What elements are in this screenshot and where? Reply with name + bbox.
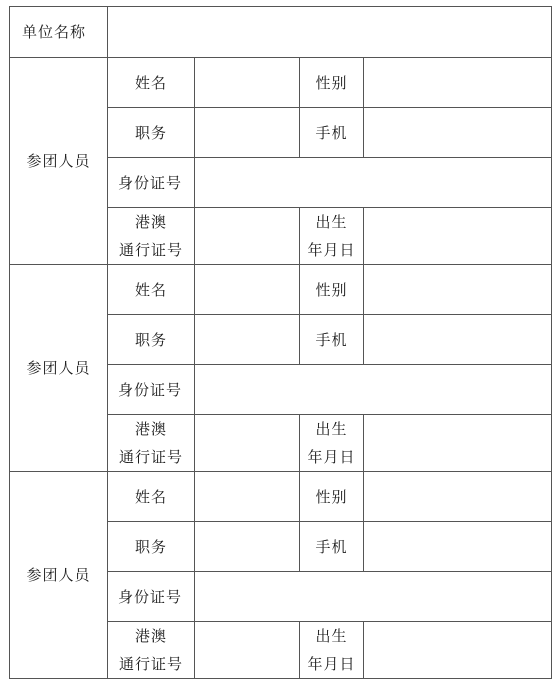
member-1-permit-label-line1: 港澳 <box>134 213 167 231</box>
member-3-gender-label: 性别 <box>300 472 364 522</box>
member-3-idcard-label: 身份证号 <box>108 572 195 622</box>
member-3-permit-field[interactable] <box>195 622 300 679</box>
member-1-name-field[interactable] <box>195 58 300 108</box>
member-2-permit-field[interactable] <box>195 415 300 472</box>
member-3-position-label: 职务 <box>108 522 195 572</box>
member-1-permit-label-line2: 通行证号 <box>118 241 183 259</box>
member-2-name-row <box>10 265 552 315</box>
member-3-phone-field[interactable] <box>364 522 552 572</box>
member-3-permit-label-line1: 港澳 <box>134 627 167 645</box>
member-2-gender-field[interactable] <box>364 265 552 315</box>
member-3-idcard-field[interactable] <box>195 572 552 622</box>
member-3-name-field[interactable] <box>195 472 300 522</box>
member-1-section-label: 参团人员 <box>10 58 108 265</box>
unit-name-row <box>10 7 552 58</box>
member-2-birth-label-line2: 年月日 <box>307 448 356 466</box>
member-3-birth-label-line2: 年月日 <box>307 655 356 673</box>
member-3-birth-label <box>300 622 364 679</box>
member-2-idcard-label: 身份证号 <box>108 365 195 415</box>
member-3-position-field[interactable] <box>195 522 300 572</box>
member-1-gender-label: 性别 <box>300 58 364 108</box>
member-1-name-label: 姓名 <box>108 58 195 108</box>
member-2-position-field[interactable] <box>195 315 300 365</box>
member-1-idcard-label: 身份证号 <box>108 158 195 208</box>
member-1-birth-label-line2: 年月日 <box>307 241 356 259</box>
member-3-birth-label-line1: 出生 <box>315 627 348 645</box>
member-1-permit-label <box>108 208 195 265</box>
member-2-idcard-field[interactable] <box>195 365 552 415</box>
member-2-gender-label: 性别 <box>300 265 364 315</box>
member-3-permit-label <box>108 622 195 679</box>
member-3-name-label: 姓名 <box>108 472 195 522</box>
member-2-birth-label <box>300 415 364 472</box>
member-2-birth-label-line1: 出生 <box>315 420 348 438</box>
member-2-permit-label <box>108 415 195 472</box>
member-2-permit-label-line2: 通行证号 <box>118 448 183 466</box>
member-1-birth-label-line1: 出生 <box>315 213 348 231</box>
member-3-section-label: 参团人员 <box>10 472 108 679</box>
member-1-position-field[interactable] <box>195 108 300 158</box>
unit-name-label: 单位名称 <box>10 7 108 58</box>
member-1-phone-label: 手机 <box>300 108 364 158</box>
member-2-section-label: 参团人员 <box>10 265 108 472</box>
registration-form-table <box>9 6 552 679</box>
member-2-position-label: 职务 <box>108 315 195 365</box>
member-3-name-row <box>10 472 552 522</box>
member-1-permit-field[interactable] <box>195 208 300 265</box>
member-2-phone-field[interactable] <box>364 315 552 365</box>
member-2-birth-field[interactable] <box>364 415 552 472</box>
member-1-idcard-field[interactable] <box>195 158 552 208</box>
member-3-gender-field[interactable] <box>364 472 552 522</box>
member-2-permit-label-line1: 港澳 <box>134 420 167 438</box>
member-1-name-row <box>10 58 552 108</box>
member-3-permit-label-line2: 通行证号 <box>118 655 183 673</box>
member-1-birth-label <box>300 208 364 265</box>
member-1-phone-field[interactable] <box>364 108 552 158</box>
member-1-position-label: 职务 <box>108 108 195 158</box>
unit-name-field[interactable] <box>108 7 552 58</box>
member-2-name-label: 姓名 <box>108 265 195 315</box>
member-2-name-field[interactable] <box>195 265 300 315</box>
member-2-phone-label: 手机 <box>300 315 364 365</box>
member-3-phone-label: 手机 <box>300 522 364 572</box>
member-1-gender-field[interactable] <box>364 58 552 108</box>
member-1-birth-field[interactable] <box>364 208 552 265</box>
member-3-birth-field[interactable] <box>364 622 552 679</box>
